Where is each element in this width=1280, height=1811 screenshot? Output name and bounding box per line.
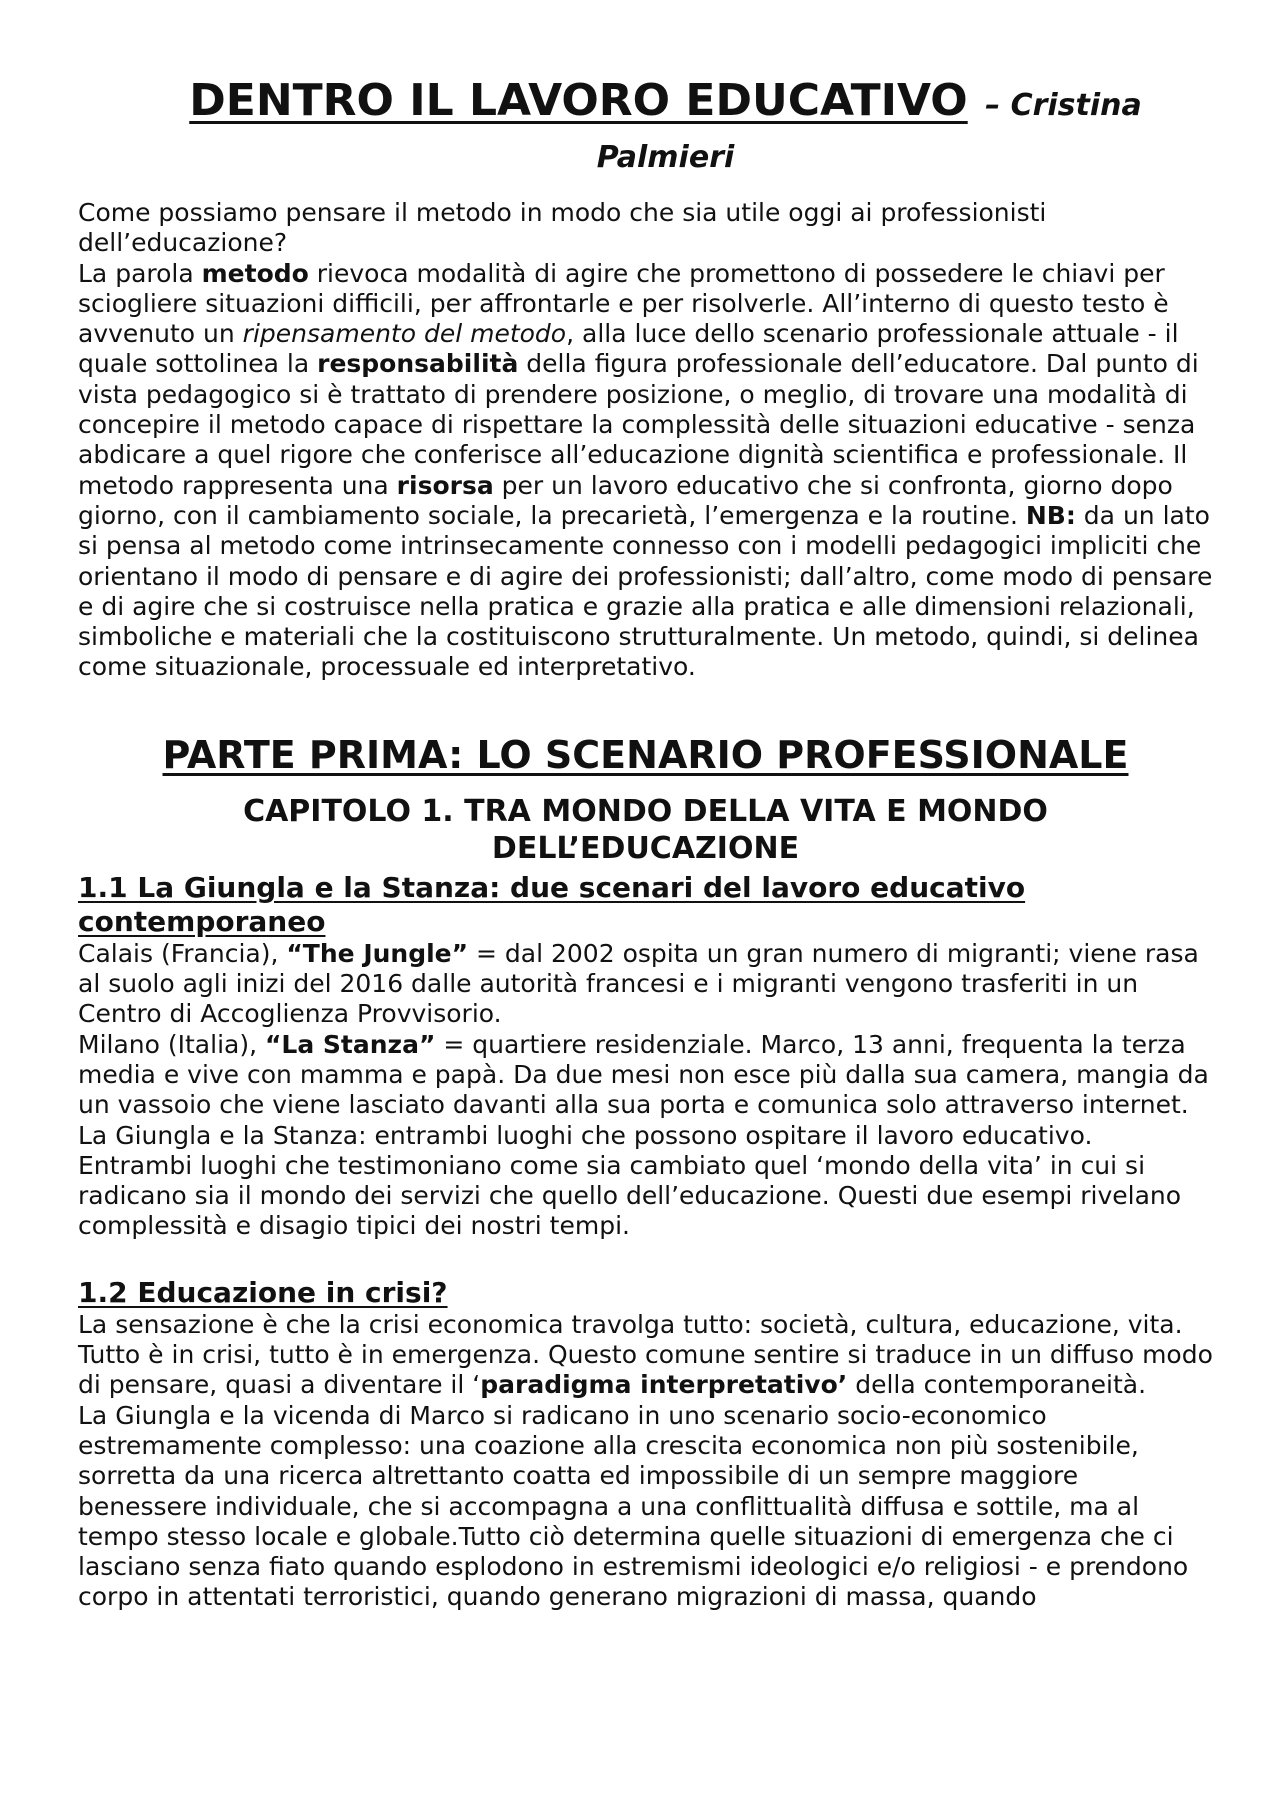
bold-term: metodo — [201, 258, 309, 288]
text: rievoca modalità di agire che promettono di possedere le chiavi per sciogliere situazioni difficili, per affrontarle e per risolverle. All’interno di questo testo è avvenuto un — [78, 258, 1169, 349]
intro-paragraph — [78, 259, 1213, 683]
crisis-paragraph — [78, 1310, 1213, 1401]
text: , alla luce dello scenario professionale attuale - il quale sottolinea la — [78, 319, 1179, 379]
italic-term: ripensamento del metodo — [242, 319, 567, 349]
title-author: – Cristina Palmieri — [596, 88, 1142, 175]
bold-term: responsabilità — [317, 349, 519, 379]
intro-question: Come possiamo pensare il metodo in modo che sia utile oggi ai professionisti dell’educazione? — [78, 198, 1047, 258]
bold-term: “The Jungle” — [286, 938, 469, 968]
section-1-1-paragraph: La Giungla e la Stanza: entrambi luoghi che possono ospitare il lavoro educativo. Entrambi luoghi che testimoniano come sia cambiato quel ‘mondo della vita’ in cui si radicano sia il mondo dei servizi che quello dell’educazione. Questi due esempi rivelano complessità e disagio tipici dei nostri tempi. — [78, 1120, 1182, 1241]
nb-label: NB: — [1025, 500, 1076, 530]
section-heading-1-2: 1.2 Educazione in crisi? — [78, 1275, 448, 1309]
document-page — [78, 76, 1213, 1613]
text: della figura professionale dell’educatore. Dal punto di vista pedagogico si è trattato di prendere posizione, o meglio, di trovare una modalità di concepire il metodo capace di rispettare la complessità delle situazioni educative - senza abdicare a quel rigore che conferisce all’educazione dignità scientifica e professionale. Il metodo rappresenta una — [78, 349, 1199, 500]
title-main: DENTRO IL LAVORO EDUCATIVO — [189, 75, 968, 126]
text: Calais (Francia), — [78, 938, 287, 968]
text: per un lavoro educativo che si confronta, giorno dopo giorno, con il cambiamento sociale, la precarietà, l’emergenza e la routine. — [78, 470, 1173, 530]
bold-term: paradigma interpretativo’ — [480, 1370, 848, 1400]
calais-paragraph — [78, 939, 1213, 1030]
text: della contemporaneità. — [847, 1370, 1147, 1400]
milano-paragraph — [78, 1030, 1213, 1121]
text: da un lato si pensa al metodo come intrinsecamente connesso con i modelli pedagogici impliciti che orientano il modo di pensare e di agire dei professionisti; dall’altro, come modo di pensare e di agire che si costruisce nella pratica e grazie alla pratica e alle dimensioni relazionali, simboliche e materiali che la costituiscono strutturalmente. Un metodo, quindi, si delinea come situazionale, processuale ed interpretativo. — [78, 500, 1213, 682]
text: La sensazione è che la crisi economica travolga tutto: società, cultura, educazione, vita. Tutto è in crisi, tutto è in emergenza. Questo comune sentire si traduce in un diffuso modo di pensare, quasi a diventare il ‘ — [78, 1309, 1213, 1400]
part-heading: PARTE PRIMA: LO SCENARIO PROFESSIONALE — [162, 732, 1129, 777]
chapter-heading: CAPITOLO 1. TRA MONDO DELLA VITA E MONDO DELL’EDUCAZIONE — [243, 793, 1048, 866]
bold-term: risorsa — [396, 470, 494, 500]
scenario-paragraph: La Giungla e la vicenda di Marco si radicano in uno scenario socio-economico estremamente complesso: una coazione alla crescita economica non più sostenibile, sorretta da una ricerca altrettanto coatta ed impossibile di un sempre maggiore benessere individuale, che si accompagna a una conflittualità diffusa e sottile, ma al tempo stesso locale e globale.Tutto ciò determina quelle situazioni di emergenza che ci lasciano senza fiato quando esplodono in estremismi ideologici e/o religiosi - e prendono corpo in attentati terroristici, quando generano migrazioni di massa, quando — [78, 1400, 1189, 1612]
bold-term: “La Stanza” — [264, 1029, 436, 1059]
text: = quartiere residenziale. Marco, 13 anni, frequenta la terza media e vive con mamma e papà. Da due mesi non esce più dalla sua camera, mangia da un vassoio che viene lasciato davanti alla sua porta e comunica solo attraverso internet. — [78, 1029, 1209, 1120]
document-title — [78, 76, 1213, 180]
section-heading-1-1: 1.1 La Giungla e la Stanza: due scenari del lavoro educativo contemporaneo — [78, 870, 1026, 938]
text: = dal 2002 ospita un gran numero di migranti; viene rasa al suolo agli inizi del 2016 dalle autorità francesi e i migranti vengono trasferiti in un Centro di Accoglienza Provvisorio. — [78, 938, 1199, 1029]
text: La parola — [78, 258, 202, 288]
text: Milano (Italia), — [78, 1029, 265, 1059]
